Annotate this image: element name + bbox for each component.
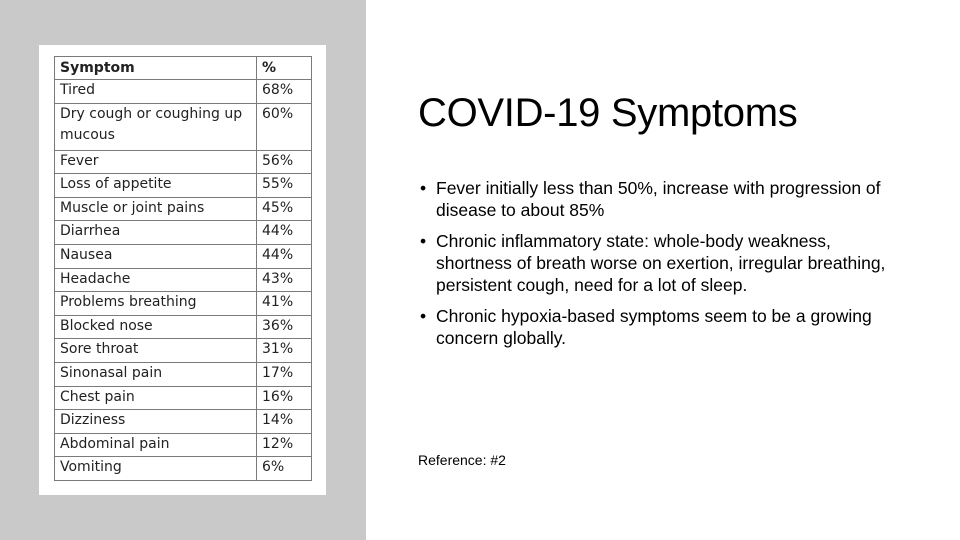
percent-cell: 56% (257, 150, 312, 174)
percent-cell: 41% (257, 292, 312, 316)
bullet-item (420, 177, 900, 221)
percent-cell: 44% (257, 244, 312, 268)
table-row (55, 362, 312, 386)
table-row (55, 221, 312, 245)
percent-cell: 36% (257, 315, 312, 339)
bullet-item (420, 230, 900, 296)
symptom-cell: Fever (55, 150, 257, 174)
percent-cell: 6% (257, 457, 312, 481)
symptom-cell: Tired (55, 80, 257, 104)
symptom-cell: Sinonasal pain (55, 362, 257, 386)
table-image-card (39, 45, 326, 495)
symptom-cell: Nausea (55, 244, 257, 268)
symptom-cell: Dry cough or coughing up mucous (55, 103, 257, 150)
bullet-text: Chronic hypoxia-based symptoms seem to be a growing concern globally. (436, 306, 872, 348)
table-row (55, 268, 312, 292)
table-row (55, 339, 312, 363)
percent-cell: 31% (257, 339, 312, 363)
slide-title: COVID-19 Symptoms (418, 91, 798, 135)
reference-note: Reference: #2 (418, 452, 506, 468)
table-row (55, 80, 312, 104)
column-header-symptom: Symptom (55, 57, 257, 80)
table-row (55, 433, 312, 457)
table-row (55, 197, 312, 221)
symptom-cell: Problems breathing (55, 292, 257, 316)
column-header-percent: % (257, 57, 312, 80)
bullet-marker: • (420, 178, 427, 198)
symptom-cell: Sore throat (55, 339, 257, 363)
percent-cell: 17% (257, 362, 312, 386)
table-header-row (55, 57, 312, 80)
table-row (55, 315, 312, 339)
symptom-cell: Chest pain (55, 386, 257, 410)
percent-cell: 14% (257, 410, 312, 434)
symptom-cell: Muscle or joint pains (55, 197, 257, 221)
table-row (55, 386, 312, 410)
table-row (55, 150, 312, 174)
symptom-table (54, 56, 312, 481)
bullet-text: Fever initially less than 50%, increase with progression of disease to about 85% (436, 178, 881, 220)
percent-cell: 60% (257, 103, 312, 150)
symptom-cell: Vomiting (55, 457, 257, 481)
symptom-cell: Headache (55, 268, 257, 292)
percent-cell: 43% (257, 268, 312, 292)
table-row (55, 244, 312, 268)
percent-cell: 55% (257, 174, 312, 198)
bullet-item (420, 305, 900, 349)
percent-cell: 44% (257, 221, 312, 245)
bullet-list (420, 177, 900, 358)
left-panel (0, 0, 366, 540)
bullet-text: Chronic inflammatory state: whole-body weakness, shortness of breath worse on exertion, irregular breathing, persistent cough, need for a lot of sleep. (436, 231, 886, 295)
table-row (55, 292, 312, 316)
table-row (55, 410, 312, 434)
percent-cell: 16% (257, 386, 312, 410)
symptom-cell: Diarrhea (55, 221, 257, 245)
percent-cell: 45% (257, 197, 312, 221)
bullet-marker: • (420, 231, 427, 251)
percent-cell: 68% (257, 80, 312, 104)
table-row (55, 174, 312, 198)
bullet-marker: • (420, 306, 427, 326)
symptom-cell: Dizziness (55, 410, 257, 434)
table-row (55, 457, 312, 481)
table-row (55, 103, 312, 150)
percent-cell: 12% (257, 433, 312, 457)
symptom-cell: Blocked nose (55, 315, 257, 339)
symptom-cell: Abdominal pain (55, 433, 257, 457)
symptom-cell: Loss of appetite (55, 174, 257, 198)
